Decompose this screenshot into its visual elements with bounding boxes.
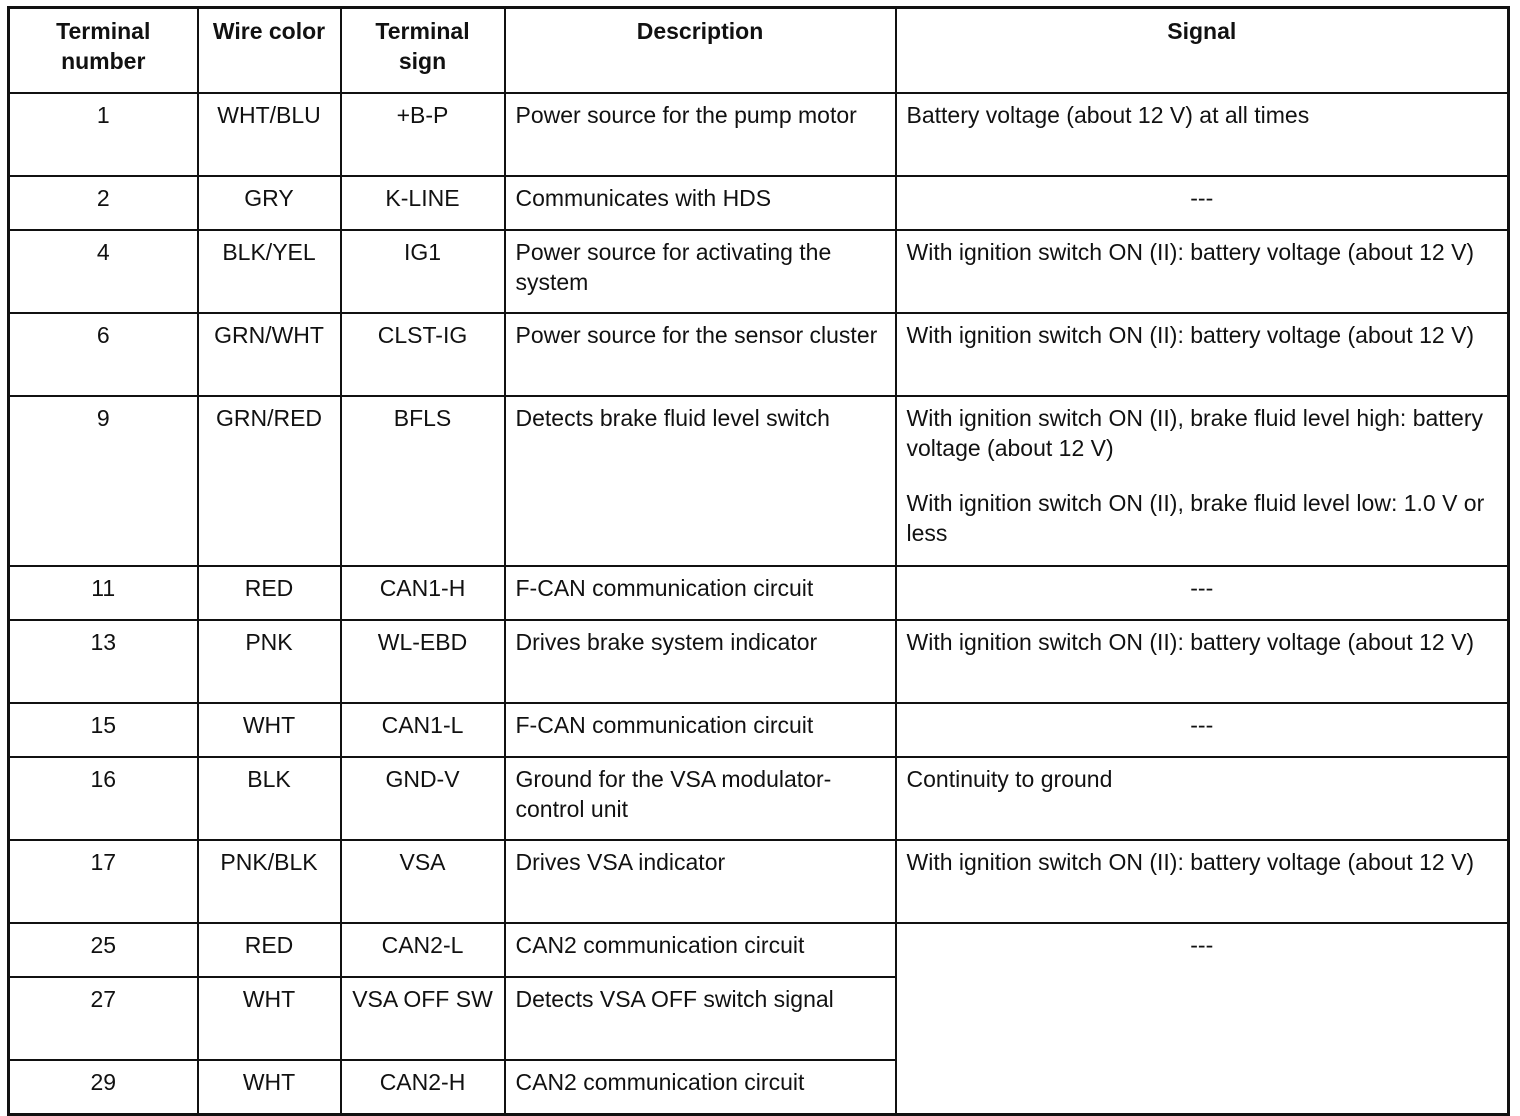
- signal-text: Battery voltage (about 12 V) at all times: [906, 102, 1310, 128]
- description-cell: Drives VSA indicator: [505, 840, 896, 923]
- terminal-sign-cell: CLST-IG: [341, 313, 505, 396]
- table-row: [9, 703, 1509, 757]
- terminal-number-cell: 4: [9, 230, 198, 313]
- terminal-number-cell: 25: [9, 923, 198, 977]
- terminal-sign-cell: +B-P: [341, 93, 505, 176]
- wire-color-cell: WHT: [198, 977, 341, 1060]
- description-cell: F-CAN communication circuit: [505, 703, 896, 757]
- terminal-number-cell: 1: [9, 93, 198, 176]
- signal-text: ---: [1190, 932, 1214, 958]
- wire-color-cell: RED: [198, 923, 341, 977]
- terminal-number-cell: 11: [9, 566, 198, 620]
- signal-text: With ignition switch ON (II): battery voltage (about 12 V): [906, 322, 1475, 348]
- signal-text: With ignition switch ON (II): battery voltage (about 12 V): [906, 849, 1475, 875]
- signal-text: With ignition switch ON (II), brake fluid level high: battery voltage (about 12 V): [906, 405, 1484, 461]
- table-header: [9, 8, 1509, 94]
- table-row: [9, 840, 1509, 923]
- table-row: [9, 313, 1509, 396]
- terminal-sign-cell: CAN2-H: [341, 1060, 505, 1115]
- description-cell: CAN2 communication circuit: [505, 923, 896, 977]
- terminal-sign-cell: VSA: [341, 840, 505, 923]
- signal-text: With ignition switch ON (II): battery voltage (about 12 V): [906, 629, 1475, 655]
- description-cell: CAN2 communication circuit: [505, 1060, 896, 1115]
- description-cell: Detects VSA OFF switch signal: [505, 977, 896, 1060]
- terminal-number-cell: 27: [9, 977, 198, 1060]
- signal-cell-merged: [896, 923, 1509, 1115]
- header-signal: Signal: [896, 8, 1509, 94]
- wire-color-cell: WHT: [198, 1060, 341, 1115]
- wire-color-cell: PNK: [198, 620, 341, 703]
- signal-text: ---: [1190, 185, 1214, 211]
- description-cell: Drives brake system indicator: [505, 620, 896, 703]
- wire-color-cell: BLK: [198, 757, 341, 840]
- table-row: [9, 230, 1509, 313]
- terminal-number-cell: 29: [9, 1060, 198, 1115]
- table-row: [9, 93, 1509, 176]
- terminal-sign-cell: CAN1-L: [341, 703, 505, 757]
- terminal-number-cell: 2: [9, 176, 198, 230]
- terminal-number-cell: 16: [9, 757, 198, 840]
- terminal-sign-cell: K-LINE: [341, 176, 505, 230]
- terminal-table: [7, 6, 1510, 1116]
- table-row: [9, 396, 1509, 566]
- table-body: [9, 93, 1509, 1115]
- header-wire-color: Wire color: [198, 8, 341, 94]
- terminal-sign-cell: IG1: [341, 230, 505, 313]
- header-description: Description: [505, 8, 896, 94]
- description-cell: Power source for the sensor cluster: [505, 313, 896, 396]
- signal-cell: [896, 620, 1509, 703]
- description-cell: Detects brake fluid level switch: [505, 396, 896, 566]
- header-terminal-sign: Terminal sign: [341, 8, 505, 94]
- wire-color-cell: GRN/RED: [198, 396, 341, 566]
- terminal-number-cell: 6: [9, 313, 198, 396]
- table-row: [9, 757, 1509, 840]
- signal-cell: [896, 757, 1509, 840]
- signal-text: With ignition switch ON (II): battery voltage (about 12 V): [906, 239, 1475, 265]
- terminal-sign-cell: WL-EBD: [341, 620, 505, 703]
- signal-cell: [896, 566, 1509, 620]
- signal-cell: [896, 840, 1509, 923]
- terminal-number-cell: 15: [9, 703, 198, 757]
- description-cell: Ground for the VSA modulator-control unit: [505, 757, 896, 840]
- terminal-number-cell: 17: [9, 840, 198, 923]
- wire-color-cell: WHT/BLU: [198, 93, 341, 176]
- table-row: [9, 176, 1509, 230]
- signal-text: ---: [1190, 712, 1214, 738]
- description-cell: Power source for the pump motor: [505, 93, 896, 176]
- wire-color-cell: RED: [198, 566, 341, 620]
- table-row: [9, 620, 1509, 703]
- signal-cell: [896, 313, 1509, 396]
- terminal-number-cell: 9: [9, 396, 198, 566]
- terminal-sign-cell: VSA OFF SW: [341, 977, 505, 1060]
- terminal-sign-cell: GND-V: [341, 757, 505, 840]
- signal-cell: [896, 703, 1509, 757]
- table-row: [9, 566, 1509, 620]
- signal-text: ---: [1190, 575, 1214, 601]
- wire-color-cell: GRN/WHT: [198, 313, 341, 396]
- signal-cell: [896, 396, 1509, 566]
- signal-cell: [896, 176, 1509, 230]
- wire-color-cell: PNK/BLK: [198, 840, 341, 923]
- signal-text: Continuity to ground: [906, 766, 1113, 792]
- header-terminal-number: Terminal number: [9, 8, 198, 94]
- terminal-number-cell: 13: [9, 620, 198, 703]
- wire-color-cell: BLK/YEL: [198, 230, 341, 313]
- wire-color-cell: WHT: [198, 703, 341, 757]
- terminal-sign-cell: BFLS: [341, 396, 505, 566]
- description-cell: F-CAN communication circuit: [505, 566, 896, 620]
- signal-cell: [896, 230, 1509, 313]
- signal-cell: [896, 93, 1509, 176]
- signal-text: With ignition switch ON (II), brake fluid level low: 1.0 V or less: [906, 490, 1485, 546]
- table-row: [9, 923, 1509, 977]
- wire-color-cell: GRY: [198, 176, 341, 230]
- terminal-sign-cell: CAN1-H: [341, 566, 505, 620]
- terminal-sign-cell: CAN2-L: [341, 923, 505, 977]
- description-cell: Power source for activating the system: [505, 230, 896, 313]
- description-cell: Communicates with HDS: [505, 176, 896, 230]
